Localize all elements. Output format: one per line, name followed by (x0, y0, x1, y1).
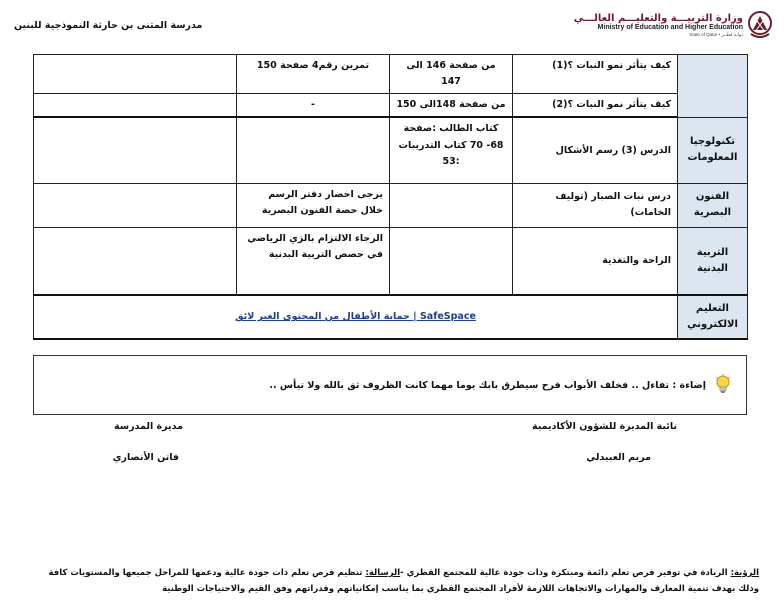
lesson-cell: الراحة والتغذية (513, 227, 678, 295)
tip-text: إضاءة : تفاءل .. فخلف الأبواب فرح سيطرق بابك يوما مهما كانت الظروف ثق بالله ولا تيأس .. (269, 379, 706, 391)
notes-cell (34, 227, 237, 295)
table-row (34, 94, 748, 118)
table-row (34, 227, 748, 295)
subject-cell: الفنون البصرية (678, 183, 748, 227)
table-row (34, 55, 748, 94)
lesson-cell: كيف يتأثر نمو النبات ؟(1) (513, 55, 678, 94)
subject-cell: التربية البدنية (678, 227, 748, 295)
weekly-plan-table (33, 54, 748, 340)
principal-name: فاتن الأنصاري (112, 452, 179, 463)
subject-cell: تكنولوجيا المعلومات (678, 117, 748, 183)
homework-cell: تمرين رقم4 صفحة 150 (237, 55, 390, 94)
notes-cell (34, 55, 237, 94)
principal-title: مديرة المدرسة (113, 421, 183, 432)
deputy-title: نائبة المديرة للشؤون الأكاديمية (532, 421, 677, 432)
mission-label: الرسالة: (365, 568, 401, 578)
homework-cell: - (237, 94, 390, 118)
lesson-cell: الدرس (3) رسم الأشكال (513, 117, 678, 183)
notes-cell (34, 117, 237, 183)
vision-label: الرؤية: (730, 568, 759, 578)
lightbulb-icon (714, 374, 732, 396)
state-label: State of Qatar • دولـة قطــر (689, 32, 743, 38)
lesson-cell: درس نبات الصبار (توليف الخامات) (513, 183, 678, 227)
notes-cell (34, 183, 237, 227)
table-row (34, 183, 748, 227)
homework-cell (237, 117, 390, 183)
pages-cell: من صفحة 146 الى 147 (390, 55, 513, 94)
lesson-cell: كيف يتأثر نمو النبات ؟(2) (513, 94, 678, 118)
homework-cell: الرجاء الالتزام بالزي الرياضي في حصص التربية البدنية (237, 227, 390, 295)
subject-cell (678, 55, 748, 118)
page-header (0, 0, 783, 50)
table-row (34, 117, 748, 183)
vision-mission-footer (48, 566, 759, 597)
table-row (34, 295, 748, 339)
ministry-name-en: Ministry of Education and Higher Education (597, 24, 743, 32)
subject-cell: التعليم الالكتروني (678, 295, 748, 339)
school-name: مدرسة المثنى بن حارثة النموذجية للبنين (14, 20, 203, 31)
deputy-name: مريم العبيدلي (586, 452, 651, 463)
mission-text: تنظيم فرص تعلم ذات جودة عالية ودعمها للمراحل جميعها والمستويات كافة وذلك بهدف تنمية المعارف والمهارات والاتجاهات اللازمة لأفراد المجتمع القطري بما يناسب إمكانياتهم وقدراتهم وفق القيم والاحتياجات الوطنية (48, 568, 759, 594)
ministry-logo (574, 10, 773, 40)
qatar-emblem-icon (747, 10, 773, 40)
notes-cell (34, 94, 237, 118)
vision-text: الريادة في توفير فرص تعلم دائمة ومبتكرة وذات جودة عالية للمجتمع القطري - (400, 568, 731, 578)
pages-cell (390, 227, 513, 295)
pages-cell: كتاب الطالب :صفحة 68- 70 كتاب التدريبات :53 (390, 117, 513, 183)
pages-cell: من صفحة 148الى 150 (390, 94, 513, 118)
pages-cell (390, 183, 513, 227)
tip-box (33, 355, 747, 415)
safespace-link[interactable]: SafeSpace | حماية الأطفال من المحتوى الغير لائق (235, 311, 476, 323)
homework-cell: يرجى احضار دفتر الرسم خلال حصة الفنون البصرية (237, 183, 390, 227)
ministry-name-ar: وزارة التربيـــة والتعليـــم العالـــي (573, 12, 743, 24)
